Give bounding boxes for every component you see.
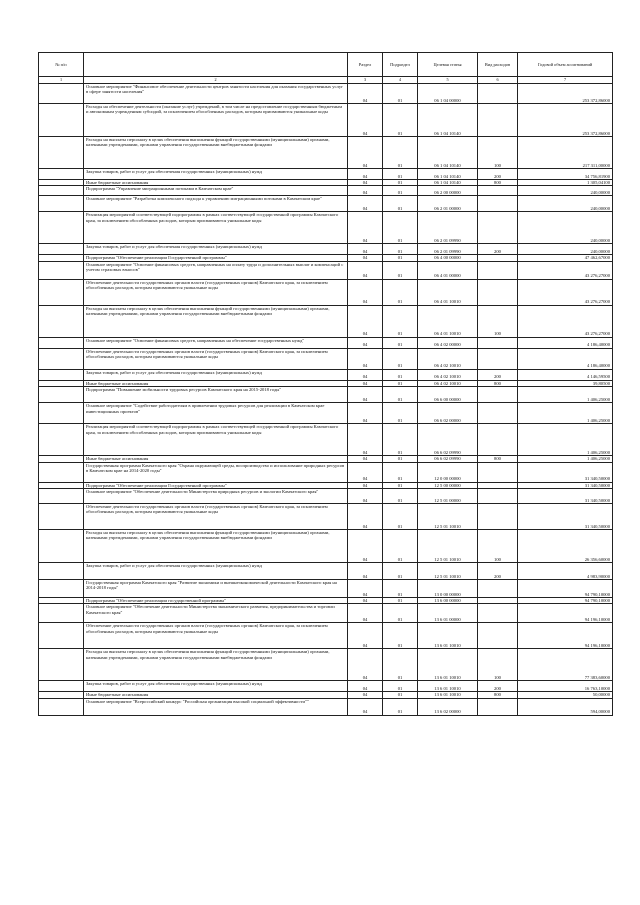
row-expense-type-cell: 200 <box>478 369 518 380</box>
row-amount-cell: 240,00000 <box>518 196 613 212</box>
row-subsection-cell: 01 <box>383 604 418 623</box>
row-name-cell: Подпрограмма "Управление миграционными потоками в Камчатском крае" <box>84 186 348 196</box>
row-subsection-cell: 01 <box>383 530 418 563</box>
table-row <box>39 212 613 244</box>
row-section-cell: 04 <box>348 403 383 424</box>
row-section-cell: 04 <box>348 305 383 337</box>
row-target-cell: 13 0 00 00000 <box>418 580 478 598</box>
table-row <box>39 580 613 598</box>
row-name-cell: Закупка товаров, работ и услуг для обеспечения государственных (муниципальных) нужд <box>84 244 348 255</box>
row-subsection-cell: 01 <box>383 137 418 169</box>
row-name-cell: Закупка товаров, работ и услуг для обеспечения государственных (муниципальных) нужд <box>84 169 348 180</box>
row-num-cell <box>39 169 84 180</box>
row-name-cell: Государственная программа Камчатского края "Развитие экономики и внешнеэкономической деятельности Камчатского края на 2014-2018 годы" <box>84 580 348 598</box>
row-amount-cell: 1 406,25000 <box>518 424 613 456</box>
header-target: Целевая статья <box>418 53 478 77</box>
row-amount-cell: 31 340,50000 <box>518 482 613 488</box>
row-num-cell <box>39 244 84 255</box>
row-section-cell: 04 <box>348 337 383 348</box>
row-amount-cell: 43 276,27000 <box>518 261 613 279</box>
table-row <box>39 137 613 169</box>
row-target-cell: 13 6 02 00000 <box>418 698 478 715</box>
row-target-cell: 06 2 01 09990 <box>418 212 478 244</box>
row-subsection-cell: 01 <box>383 563 418 580</box>
row-subsection-cell: 01 <box>383 681 418 692</box>
row-name-cell: Основное мероприятие "Содействие работодателям в привлечении трудовых ресурсов для реализации в Камчатском крае инвестиционных проектов" <box>84 403 348 424</box>
row-amount-cell: 47 462,67000 <box>518 255 613 261</box>
row-target-cell: 06 6 02 09990 <box>418 424 478 456</box>
row-amount-cell: 31 340,50000 <box>518 489 613 504</box>
row-section-cell: 04 <box>348 604 383 623</box>
header-section: Раздел <box>348 53 383 77</box>
row-expense-type-cell <box>478 279 518 305</box>
row-section-cell: 04 <box>348 456 383 462</box>
row-name-cell: Основное мероприятие "Освоение финансовых средств, направленных на оплату труда и дополнительных выплат и компенсаций с учетом страховых взносов" <box>84 261 348 279</box>
table-row <box>39 681 613 692</box>
row-name-cell: Обеспечение деятельности государственных органов власти (государственных органов) Камчатского края, за исключением обособленных расходов, которым присваиваются уникальные коды <box>84 279 348 305</box>
row-expense-type-cell <box>478 580 518 598</box>
table-row <box>39 504 613 530</box>
table-row <box>39 462 613 482</box>
row-section-cell: 04 <box>348 84 383 104</box>
row-subsection-cell: 01 <box>383 261 418 279</box>
row-section-cell: 04 <box>348 387 383 403</box>
row-amount-cell: 16 763,10000 <box>518 681 613 692</box>
row-section-cell: 04 <box>348 186 383 196</box>
row-num-cell <box>39 279 84 305</box>
row-subsection-cell: 01 <box>383 387 418 403</box>
row-name-cell: Государственная программа Камчатского края "Охрана окружающей среды, воспроизводство и использование природных ресурсов в Камчатском крае на 2014-2020 годы" <box>84 462 348 482</box>
row-section-cell: 04 <box>348 698 383 715</box>
row-expense-type-cell <box>478 504 518 530</box>
row-target-cell: 06 4 01 00000 <box>418 261 478 279</box>
row-expense-type-cell <box>478 261 518 279</box>
row-expense-type-cell: 100 <box>478 649 518 681</box>
row-num-cell <box>39 489 84 504</box>
row-amount-cell: 1 305,04100 <box>518 180 613 186</box>
row-subsection-cell: 01 <box>383 212 418 244</box>
row-name-cell: Подпрограмма "Повышение мобильности трудовых ресурсов Камчатского края на 2015-2018 годы" <box>84 387 348 403</box>
row-expense-type-cell <box>478 337 518 348</box>
row-name-cell: Иные бюджетные ассигнования <box>84 380 348 386</box>
table-row <box>39 84 613 104</box>
row-expense-type-cell: 100 <box>478 530 518 563</box>
col-number: 5 <box>418 77 478 84</box>
row-name-cell: Закупка товаров, работ и услуг для обеспечения государственных (муниципальных) нужд <box>84 681 348 692</box>
table-row <box>39 369 613 380</box>
row-section-cell: 04 <box>348 489 383 504</box>
row-expense-type-cell <box>478 623 518 649</box>
row-amount-cell: 43 276,27000 <box>518 305 613 337</box>
row-name-cell: Обеспечение деятельности государственных органов власти (государственных органов) Камчатского края, за исключением обособленных расходов, которым присваиваются уникальные коды <box>84 623 348 649</box>
row-amount-cell: 94 196,10000 <box>518 623 613 649</box>
row-section-cell: 04 <box>348 255 383 261</box>
row-subsection-cell: 01 <box>383 169 418 180</box>
row-name-cell: Подпрограмма "Обеспечение реализации Государственной программы" <box>84 255 348 261</box>
row-expense-type-cell: 100 <box>478 305 518 337</box>
row-section-cell: 04 <box>348 180 383 186</box>
table-row <box>39 489 613 504</box>
row-amount-cell: 94 196,10000 <box>518 604 613 623</box>
table-row <box>39 169 613 180</box>
row-name-cell: Расходы на обеспечение деятельности (оказание услуг) учреждений, в том числе на предоставление государственным бюджетным и автономным учреждениям субсидий, за исключением обособленных расходов, которым присваиваются уникальные коды <box>84 104 348 137</box>
table-header-row <box>39 53 613 77</box>
row-target-cell: 06 4 02 00000 <box>418 337 478 348</box>
row-target-cell: 12 5 00 00000 <box>418 482 478 488</box>
row-expense-type-cell: 200 <box>478 563 518 580</box>
row-name-cell: Иные бюджетные ассигнования <box>84 692 348 698</box>
row-subsection-cell: 01 <box>383 482 418 488</box>
table-row <box>39 387 613 403</box>
row-target-cell: 06 1 04 10140 <box>418 169 478 180</box>
row-subsection-cell: 01 <box>383 380 418 386</box>
row-section-cell: 04 <box>348 212 383 244</box>
row-target-cell: 06 4 02 10010 <box>418 348 478 369</box>
row-name-cell: Расходы на выплаты персоналу в целях обеспечения выполнения функций государственными (муниципальными) органами, казенными учреждениями, органами управления государственными внебюджетными фондами <box>84 649 348 681</box>
row-subsection-cell: 01 <box>383 698 418 715</box>
row-name-cell: Реализация мероприятий соответствующей подпрограммы в рамках соответствующей государственной программы Камчатского края, за исключением обособленных расходов, которым присваиваются уникальные коды <box>84 212 348 244</box>
row-amount-cell: 240,00000 <box>518 244 613 255</box>
row-section-cell: 04 <box>348 530 383 563</box>
row-subsection-cell: 01 <box>383 504 418 530</box>
row-target-cell: 06 6 02 09990 <box>418 456 478 462</box>
row-target-cell: 12 5 01 10010 <box>418 504 478 530</box>
row-expense-type-cell: 800 <box>478 456 518 462</box>
row-amount-cell: 4 146,59500 <box>518 369 613 380</box>
col-number: 7 <box>518 77 613 84</box>
row-subsection-cell: 01 <box>383 279 418 305</box>
row-num-cell <box>39 563 84 580</box>
col-number: 4 <box>383 77 418 84</box>
row-expense-type-cell <box>478 186 518 196</box>
row-name-cell: Иные бюджетные ассигнования <box>84 180 348 186</box>
row-section-cell: 04 <box>348 681 383 692</box>
row-name-cell: Расходы на выплаты персоналу в целях обеспечения выполнения функций государственными (муниципальными) органами, казенными учреждениями, органами управления государственными внебюджетными фондами <box>84 305 348 337</box>
row-num-cell <box>39 104 84 137</box>
row-section-cell: 04 <box>348 369 383 380</box>
row-subsection-cell: 01 <box>383 623 418 649</box>
row-subsection-cell: 01 <box>383 403 418 424</box>
row-subsection-cell: 01 <box>383 348 418 369</box>
table-row <box>39 649 613 681</box>
row-name-cell: Подпрограмма "Обеспечение реализации Государственной программы" <box>84 482 348 488</box>
row-section-cell: 04 <box>348 424 383 456</box>
row-target-cell: 13 6 01 10010 <box>418 681 478 692</box>
row-target-cell: 06 4 01 10010 <box>418 305 478 337</box>
row-expense-type-cell: 800 <box>478 692 518 698</box>
row-num-cell <box>39 530 84 563</box>
row-target-cell: 13 6 00 00000 <box>418 598 478 604</box>
row-subsection-cell: 01 <box>383 649 418 681</box>
row-num-cell <box>39 681 84 692</box>
row-amount-cell: 34 756,81900 <box>518 169 613 180</box>
row-section-cell: 04 <box>348 649 383 681</box>
row-name-cell: Основное мероприятие "Всероссийский конкурс "Российская организация высокой социальной эффективности"" <box>84 698 348 715</box>
row-subsection-cell: 01 <box>383 462 418 482</box>
row-section-cell: 04 <box>348 380 383 386</box>
table-row <box>39 530 613 563</box>
row-num-cell <box>39 369 84 380</box>
row-num-cell <box>39 403 84 424</box>
row-expense-type-cell <box>478 604 518 623</box>
row-amount-cell: 39,80500 <box>518 380 613 386</box>
row-expense-type-cell <box>478 387 518 403</box>
row-num-cell <box>39 305 84 337</box>
row-num-cell <box>39 623 84 649</box>
row-target-cell: 06 1 04 10140 <box>418 104 478 137</box>
col-number: 6 <box>478 77 518 84</box>
row-section-cell: 04 <box>348 504 383 530</box>
row-section-cell: 04 <box>348 623 383 649</box>
row-num-cell <box>39 84 84 104</box>
row-target-cell: 06 2 01 09990 <box>418 244 478 255</box>
row-subsection-cell: 01 <box>383 424 418 456</box>
table-row <box>39 104 613 137</box>
table-row <box>39 698 613 715</box>
row-name-cell: Основное мероприятие "Обеспечение деятельности Министерства экономического развития, предпринимательства и торговли Камчатского края" <box>84 604 348 623</box>
table-row <box>39 196 613 212</box>
row-amount-cell: 253 372,86000 <box>518 104 613 137</box>
table-row <box>39 305 613 337</box>
row-section-cell: 04 <box>348 261 383 279</box>
row-subsection-cell: 01 <box>383 244 418 255</box>
row-expense-type-cell <box>478 462 518 482</box>
column-number-row <box>39 77 613 84</box>
row-amount-cell: 594,00000 <box>518 698 613 715</box>
row-amount-cell: 1 406,25000 <box>518 403 613 424</box>
table-row <box>39 348 613 369</box>
row-subsection-cell: 01 <box>383 456 418 462</box>
row-section-cell: 04 <box>348 348 383 369</box>
row-name-cell: Подпрограмма "Обеспечение реализации государственной программы" <box>84 598 348 604</box>
row-subsection-cell: 01 <box>383 369 418 380</box>
row-num-cell <box>39 261 84 279</box>
row-num-cell <box>39 649 84 681</box>
header-name <box>84 53 348 77</box>
row-section-cell: 04 <box>348 482 383 488</box>
row-target-cell: 06 4 01 10010 <box>418 279 478 305</box>
row-subsection-cell: 01 <box>383 337 418 348</box>
header-num: № п/п <box>39 53 84 77</box>
row-section-cell: 04 <box>348 137 383 169</box>
table-row <box>39 563 613 580</box>
row-name-cell: Основное мероприятие "Освоение финансовых средств, направленных на обеспечение государственных нужд" <box>84 337 348 348</box>
row-target-cell: 06 1 04 10140 <box>418 137 478 169</box>
row-expense-type-cell: 800 <box>478 380 518 386</box>
row-num-cell <box>39 186 84 196</box>
row-name-cell: Обеспечение деятельности государственных органов власти (государственных органов) Камчатского края, за исключением обособленных расходов, которым присваиваются уникальные коды <box>84 504 348 530</box>
row-name-cell: Обеспечение деятельности государственных органов власти (государственных органов) Камчатского края, за исключением обособленных расходов, которым присваиваются уникальные коды <box>84 348 348 369</box>
row-section-cell: 04 <box>348 580 383 598</box>
table-row <box>39 604 613 623</box>
row-amount-cell: 1 406,25000 <box>518 456 613 462</box>
row-expense-type-cell: 200 <box>478 681 518 692</box>
row-subsection-cell: 01 <box>383 104 418 137</box>
row-amount-cell: 217 311,00000 <box>518 137 613 169</box>
row-subsection-cell: 01 <box>383 305 418 337</box>
row-expense-type-cell <box>478 104 518 137</box>
row-expense-type-cell: 100 <box>478 137 518 169</box>
row-section-cell: 04 <box>348 462 383 482</box>
row-amount-cell: 31 340,50000 <box>518 504 613 530</box>
row-name-cell: Расходы на выплаты персоналу в целях обеспечения выполнения функций государственными (муниципальными) органами, казенными учреждениями, органами управления государственными внебюджетными фондами <box>84 137 348 169</box>
row-num-cell <box>39 137 84 169</box>
row-num-cell <box>39 604 84 623</box>
row-subsection-cell: 01 <box>383 692 418 698</box>
table-row <box>39 403 613 424</box>
row-amount-cell: 4 983,90000 <box>518 563 613 580</box>
row-target-cell: 12 0 00 00000 <box>418 462 478 482</box>
row-num-cell <box>39 580 84 598</box>
row-amount-cell: 94 790,10000 <box>518 598 613 604</box>
row-target-cell: 12 5 01 00000 <box>418 489 478 504</box>
row-expense-type-cell <box>478 698 518 715</box>
row-expense-type-cell: 200 <box>478 244 518 255</box>
col-number: 1 <box>39 77 84 84</box>
row-num-cell <box>39 387 84 403</box>
row-expense-type-cell <box>478 212 518 244</box>
row-section-cell: 04 <box>348 196 383 212</box>
row-expense-type-cell <box>478 403 518 424</box>
row-expense-type-cell <box>478 348 518 369</box>
row-amount-cell: 240,00000 <box>518 186 613 196</box>
row-amount-cell: 4 186,40000 <box>518 337 613 348</box>
row-subsection-cell: 01 <box>383 580 418 598</box>
row-expense-type-cell: 200 <box>478 169 518 180</box>
row-target-cell: 06 1 04 00000 <box>418 84 478 104</box>
row-amount-cell: 31 340,50000 <box>518 462 613 482</box>
row-amount-cell: 4 186,40000 <box>518 348 613 369</box>
row-target-cell: 06 6 02 00000 <box>418 403 478 424</box>
row-target-cell: 06 4 00 00000 <box>418 255 478 261</box>
row-num-cell <box>39 348 84 369</box>
row-name-cell: Основное мероприятие "Финансовое обеспечение деятельности центров занятости населения для оказания государственных услуг в сфере занятости населения" <box>84 84 348 104</box>
table-row <box>39 244 613 255</box>
row-num-cell <box>39 462 84 482</box>
row-target-cell: 13 6 01 00000 <box>418 604 478 623</box>
header-amount: Годовой объем ассигнований <box>518 53 613 77</box>
header-subsection: Подраздел <box>383 53 418 77</box>
row-expense-type-cell <box>478 424 518 456</box>
row-section-cell: 04 <box>348 104 383 137</box>
row-expense-type-cell <box>478 84 518 104</box>
row-target-cell: 12 5 01 10010 <box>418 530 478 563</box>
col-number: 2 <box>84 77 348 84</box>
row-num-cell <box>39 196 84 212</box>
row-num-cell <box>39 212 84 244</box>
row-name-cell: Закупка товаров, работ и услуг для обеспечения государственных (муниципальных) нужд <box>84 563 348 580</box>
row-expense-type-cell: 800 <box>478 180 518 186</box>
row-subsection-cell: 01 <box>383 186 418 196</box>
row-name-cell: Основное мероприятие "Разработка комплексного подхода к управлению миграционными потоками в Камчатском крае" <box>84 196 348 212</box>
header-expense-type: Вид расходов <box>478 53 518 77</box>
row-target-cell: 06 6 00 00000 <box>418 387 478 403</box>
row-section-cell: 04 <box>348 598 383 604</box>
row-subsection-cell: 01 <box>383 489 418 504</box>
row-name-cell: Закупка товаров, работ и услуг для обеспечения государственных (муниципальных) нужд <box>84 369 348 380</box>
row-target-cell: 06 4 02 10010 <box>418 380 478 386</box>
table-row <box>39 261 613 279</box>
row-section-cell: 04 <box>348 244 383 255</box>
row-amount-cell: 77 383,60000 <box>518 649 613 681</box>
row-num-cell <box>39 504 84 530</box>
row-target-cell: 13 6 01 10010 <box>418 649 478 681</box>
row-subsection-cell: 01 <box>383 255 418 261</box>
row-amount-cell: 253 372,86000 <box>518 84 613 104</box>
budget-table <box>38 52 613 716</box>
row-expense-type-cell <box>478 489 518 504</box>
row-expense-type-cell <box>478 196 518 212</box>
row-subsection-cell: 01 <box>383 180 418 186</box>
table-row <box>39 186 613 196</box>
row-num-cell <box>39 698 84 715</box>
row-section-cell: 04 <box>348 692 383 698</box>
row-subsection-cell: 01 <box>383 84 418 104</box>
row-subsection-cell: 01 <box>383 196 418 212</box>
row-subsection-cell: 01 <box>383 598 418 604</box>
row-target-cell: 12 5 01 10010 <box>418 563 478 580</box>
row-target-cell: 13 6 01 10010 <box>418 623 478 649</box>
row-target-cell: 06 2 00 00000 <box>418 186 478 196</box>
row-name-cell: Расходы на выплаты персоналу в целях обеспечения выполнения функций государственными (муниципальными) органами, казенными учреждениями, органами управления государственными внебюджетными фондами <box>84 530 348 563</box>
row-num-cell <box>39 337 84 348</box>
row-name-cell: Основное мероприятие "Обеспечение деятельности Министерства природных ресурсов и экологии Камчатского края" <box>84 489 348 504</box>
row-amount-cell: 26 356,60000 <box>518 530 613 563</box>
row-target-cell: 06 4 02 10010 <box>418 369 478 380</box>
row-name-cell: Иные бюджетные ассигнования <box>84 456 348 462</box>
table-row <box>39 337 613 348</box>
row-target-cell: 06 2 01 00000 <box>418 196 478 212</box>
col-number: 3 <box>348 77 383 84</box>
row-amount-cell: 94 790,10000 <box>518 580 613 598</box>
row-amount-cell: 1 406,25000 <box>518 387 613 403</box>
row-name-cell: Реализация мероприятий соответствующей подпрограммы в рамках соответствующей государственной программы Камчатского края, за исключением обособленных расходов, которым присваиваются уникальные коды <box>84 424 348 456</box>
row-num-cell <box>39 424 84 456</box>
row-target-cell: 06 1 04 10140 <box>418 180 478 186</box>
row-amount-cell: 50,00000 <box>518 692 613 698</box>
table-row <box>39 623 613 649</box>
row-section-cell: 04 <box>348 279 383 305</box>
row-amount-cell: 240,00000 <box>518 212 613 244</box>
row-target-cell: 13 6 01 10010 <box>418 692 478 698</box>
row-section-cell: 04 <box>348 169 383 180</box>
table-row <box>39 279 613 305</box>
row-amount-cell: 43 276,27000 <box>518 279 613 305</box>
table-row <box>39 424 613 456</box>
row-section-cell: 04 <box>348 563 383 580</box>
budget-table-page <box>38 52 612 716</box>
